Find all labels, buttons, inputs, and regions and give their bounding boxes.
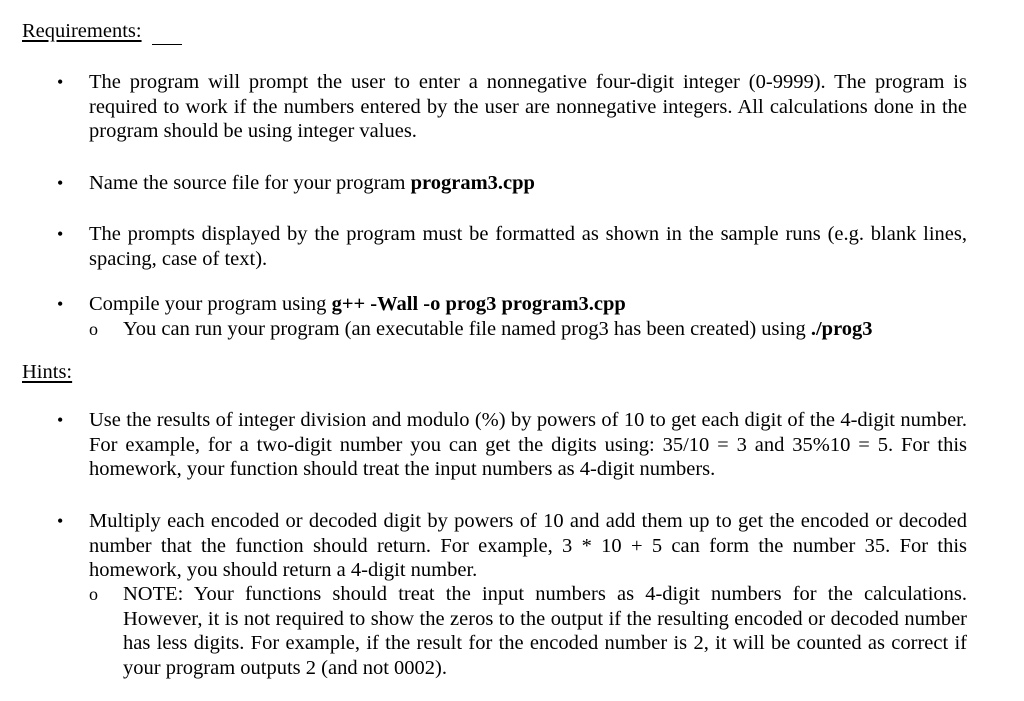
requirement-item-4-sub-text: You can run your program (an executable file named prog3 has been created) using	[123, 318, 811, 340]
heading-rule	[152, 44, 182, 45]
requirement-item-4-text: Compile your program using	[89, 293, 332, 315]
hint-item-2: Multiply each encoded or decoded digit by powers of 10 and add them up to get the encoded or decoded number that the function should return. For example, 3 * 10 + 5 can form the number 35. For this homework, you should return a 4-digit number.	[89, 510, 967, 581]
requirement-item-4	[89, 292, 967, 317]
sub-bullet-icon: o	[89, 319, 98, 339]
sub-bullet-icon: o	[89, 584, 98, 604]
bullet-icon: •	[57, 224, 64, 244]
requirement-item-1: The program will prompt the user to enter a nonnegative four-digit integer (0-9999). The program is required to work if the numbers entered by the user are nonnegative integers. All calculations done in the program should be using integer values.	[89, 71, 967, 142]
source-file-name: program3.cpp	[410, 172, 535, 194]
requirement-item-2	[89, 171, 967, 196]
hint-item-2-sub: NOTE: Your functions should treat the input numbers as 4-digit numbers for the calculations. However, it is not required to show the zeros to the output if the resulting encoded or decoded number has less digits. For example, if the result for the encoded number is 2, it will be counted as correct if your program outputs 2 (and not 0002).	[123, 583, 967, 679]
requirement-item-2-text: Name the source file for your program	[89, 172, 411, 194]
requirement-item-4-sub	[123, 317, 967, 342]
bullet-icon: •	[57, 173, 64, 193]
bullet-icon: •	[57, 294, 64, 314]
hints-heading: Hints:	[22, 361, 73, 383]
bullet-icon: •	[57, 72, 64, 92]
bullet-icon: •	[57, 410, 64, 430]
requirement-item-3: The prompts displayed by the program must be formatted as shown in the sample runs (e.g. blank lines, spacing, case of text).	[89, 223, 967, 270]
requirements-heading: Requirements:	[22, 20, 142, 42]
hint-item-1: Use the results of integer division and modulo (%) by powers of 10 to get each digit of the 4-digit number. For example, for a two-digit number you can get the digits using: 35/10 = 3 and 35%10 = 5. For this homework, your function should treat the input numbers as 4-digit numbers.	[89, 409, 967, 480]
bullet-icon: •	[57, 511, 64, 531]
run-command: ./prog3	[810, 318, 873, 340]
compile-command: g++ -Wall -o prog3 program3.cpp	[331, 293, 626, 315]
